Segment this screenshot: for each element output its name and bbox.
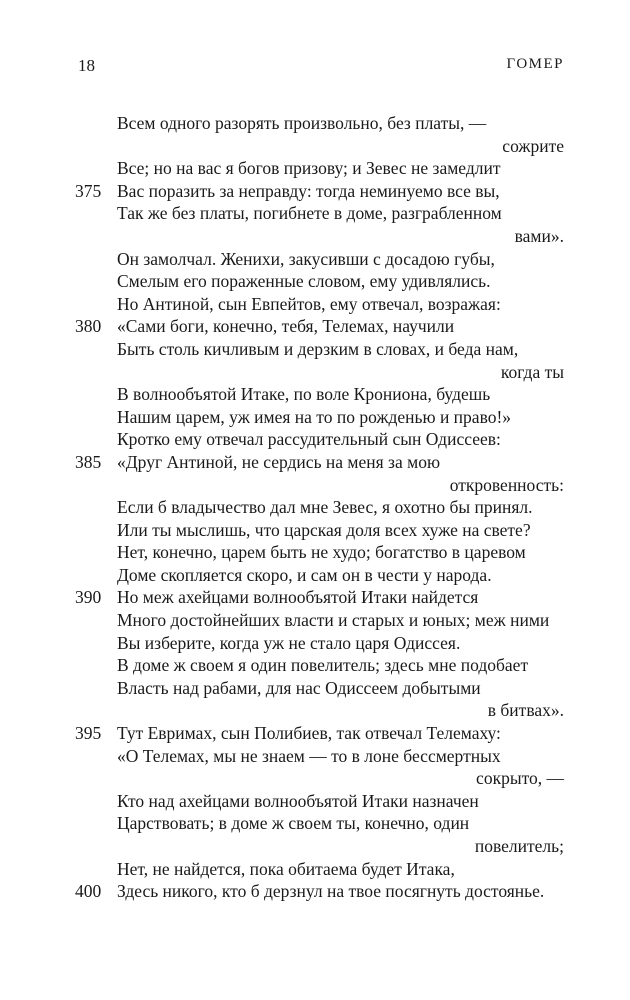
verse-text: Нет, конечно, царем быть не худо; богатство в царевом <box>117 542 526 563</box>
verse-line <box>0 880 630 903</box>
verse-line <box>0 315 630 338</box>
line-number: 400 <box>75 881 102 902</box>
verse-line <box>0 722 630 745</box>
verse-text: Тут Евримах, сын Полибиев, так отвечал Телемаху: <box>117 723 501 744</box>
verse-line <box>0 293 630 316</box>
verse-line <box>0 858 630 881</box>
verse-text: Кто над ахейцами волнообъятой Итаки назначен <box>117 790 479 811</box>
verse-text: Все; но на вас я богов призову; и Зевес не замедлит <box>117 158 501 179</box>
verse-text: Смелым его пораженные словом, ему удивлялись. <box>117 271 491 292</box>
verse-line <box>0 406 630 429</box>
verse-text: В волнообъятой Итаке, по воле Крониона, будешь <box>117 384 491 405</box>
verse-text: Быть столь кичливым и дерзким в словах, и беда нам, <box>117 338 519 359</box>
continuation-text: повелитель; <box>474 836 564 856</box>
continuation-text: в битвах». <box>487 700 564 721</box>
verse-line <box>0 428 630 451</box>
verse-line <box>0 157 630 180</box>
verse-text: Много достойнейших власти и старых и юных; меж ними <box>117 610 550 631</box>
continuation-text: вами». <box>514 225 564 246</box>
verse-line <box>0 632 630 655</box>
verse-line <box>0 519 630 542</box>
line-number: 380 <box>75 316 102 337</box>
verse-text: «Сами боги, конечно, тебя, Телемах, научили <box>117 316 455 337</box>
verse-text: В доме ж своем я один повелитель; здесь мне подобает <box>117 655 529 676</box>
verse-line <box>0 383 630 406</box>
verse-text: Вас поразить за неправду: тогда неминуемо все вы, <box>117 180 500 201</box>
verse-line <box>0 586 630 609</box>
verse-text: Здесь никого, кто б дерзнул на твое посягнуть достоянье. <box>117 881 545 902</box>
verse-line <box>0 564 630 587</box>
page-number: 18 <box>78 56 95 75</box>
verse-line <box>0 790 630 813</box>
verse-line <box>0 745 630 768</box>
verse-line-continuation <box>0 361 630 384</box>
verse-line <box>0 496 630 519</box>
verse-text: Вы изберите, когда уж не стало царя Одиссея. <box>117 632 461 653</box>
verse-line-continuation <box>0 767 630 790</box>
verse-text: Нашим царем, уж имея на то по рожденью и право!» <box>117 406 512 427</box>
verse-text: Или ты мыслишь, что царская доля всех хуже на свете? <box>117 519 531 540</box>
verse-text: Но меж ахейцами волнообъятой Итаки найдется <box>117 587 479 608</box>
verse-block <box>0 112 630 903</box>
verse-line-continuation <box>0 835 630 858</box>
continuation-text: откровенность: <box>449 474 564 495</box>
line-number: 390 <box>75 587 102 608</box>
verse-line-continuation <box>0 135 630 158</box>
verse-line <box>0 451 630 474</box>
verse-text: Но Антиной, сын Евпейтов, ему отвечал, возражая: <box>117 293 501 314</box>
continuation-text: когда ты <box>500 361 564 382</box>
line-number: 375 <box>75 180 102 201</box>
verse-text: Так же без платы, погибнете в доме, разграбленном <box>117 203 502 224</box>
line-number: 395 <box>75 723 102 744</box>
continuation-text: сожрите <box>502 135 564 156</box>
verse-line <box>0 677 630 700</box>
verse-text: «Друг Антиной, не сердись на меня за мою <box>117 451 441 472</box>
verse-text: Кротко ему отвечал рассудительный сын Одиссеев: <box>117 429 501 450</box>
verse-text: Он замолчал. Женихи, закусивши с досадою губы, <box>117 248 495 269</box>
verse-text: «О Телемах, мы не знаем — то в лоне бессмертных <box>117 745 501 766</box>
verse-line <box>0 202 630 225</box>
verse-text: Доме скопляется скоро, и сам он в чести у народа. <box>117 564 492 585</box>
verse-line <box>0 270 630 293</box>
verse-line-continuation <box>0 225 630 248</box>
verse-text: Всем одного разорять произвольно, без платы, — <box>117 113 487 133</box>
verse-line <box>0 338 630 361</box>
verse-text: Власть над рабами, для нас Одиссеем добытыми <box>117 677 481 698</box>
verse-text: Царствовать; в доме ж своем ты, конечно, один <box>117 813 470 834</box>
verse-text: Нет, не найдется, пока обитаема будет Итака, <box>117 858 455 879</box>
verse-text: Если б владычество дал мне Зевес, я охотно бы принял. <box>117 497 533 518</box>
verse-line <box>0 541 630 564</box>
verse-line <box>0 248 630 271</box>
verse-line <box>0 180 630 203</box>
verse-line <box>0 112 630 135</box>
continuation-text: сокрыто, — <box>476 768 564 789</box>
verse-line <box>0 654 630 677</box>
running-head: ГОМЕР <box>506 56 564 72</box>
verse-line <box>0 812 630 835</box>
verse-line-continuation <box>0 474 630 497</box>
line-number: 385 <box>75 451 102 472</box>
verse-line <box>0 609 630 632</box>
verse-line-continuation <box>0 699 630 722</box>
